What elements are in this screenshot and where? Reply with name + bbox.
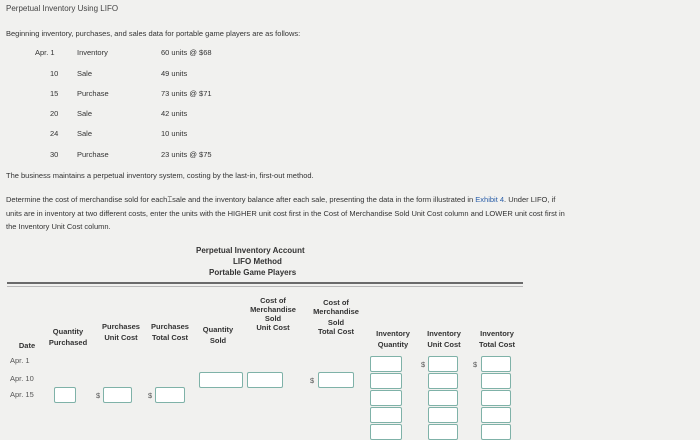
dollar-sign: $ — [421, 360, 426, 369]
transaction-day: 15 — [50, 89, 59, 98]
dollar-sign: $ — [148, 391, 153, 400]
intro-text: Beginning inventory, purchases, and sales data for portable game players are as follows: — [6, 29, 301, 38]
inventory-quantity-input[interactable] — [370, 390, 402, 406]
transaction-month: Apr. 1 — [35, 48, 55, 57]
col-label: Sold — [209, 336, 227, 345]
inventory-quantity-input[interactable] — [370, 373, 402, 389]
apr15-purchases-total-cost-input[interactable] — [155, 387, 185, 403]
apr15-quantity-purchased-input[interactable] — [54, 387, 76, 403]
col-inventory-total-cost — [470, 329, 524, 349]
dollar-sign: $ — [473, 360, 478, 369]
col-quantity-purchased — [42, 327, 94, 347]
col-label: Quantity — [377, 340, 409, 349]
col-label: Purchases — [102, 322, 140, 331]
col-label: Inventory — [427, 329, 461, 338]
col-label: Purchased — [48, 338, 88, 347]
col-date: Date — [18, 341, 36, 350]
col-cms-unit-cost — [243, 296, 303, 332]
inventory-total-cost-input[interactable] — [481, 356, 511, 372]
col-label: Inventory — [376, 329, 410, 338]
inventory-unit-cost-input[interactable] — [428, 390, 458, 406]
account-method: LIFO Method — [233, 257, 282, 266]
col-label: Merchandise — [250, 305, 296, 314]
dollar-sign: $ — [310, 376, 315, 385]
transaction-detail: 60 units @ $68 — [161, 48, 212, 57]
instructions-line-2: units are in inventory at two different costs, enter the units with the HIGHER unit cost first in the Cost of Merchandise Sold Unit Cost column and LOWER unit cost first in — [6, 209, 565, 218]
text-cursor-icon: ⌶ — [167, 195, 173, 204]
col-label: Unit Cost — [256, 323, 290, 332]
col-quantity-sold — [194, 325, 242, 345]
instructions-line-3: the Inventory Unit Cost column. — [6, 222, 111, 231]
col-purchases-total-cost — [144, 322, 196, 342]
col-inventory-quantity — [368, 329, 418, 349]
transaction-day: 30 — [50, 150, 59, 159]
transaction-day: 24 — [50, 129, 59, 138]
apr10-cms-total-cost-input[interactable] — [318, 372, 354, 388]
col-label: Quantity — [202, 325, 234, 334]
row-label-apr-10: Apr. 10 — [10, 374, 34, 383]
table-top-rule — [7, 282, 523, 284]
transaction-type: Inventory — [77, 48, 108, 57]
table-top-rule-thin — [7, 286, 523, 287]
instructions-line-1 — [6, 195, 555, 205]
col-label: Quantity — [52, 327, 84, 336]
col-cms-total-cost — [304, 298, 368, 336]
col-label: Cost of — [260, 296, 286, 305]
row-label-apr-15: Apr. 15 — [10, 390, 34, 399]
inventory-quantity-input[interactable] — [370, 424, 402, 440]
apr15-purchases-unit-cost-input[interactable] — [103, 387, 132, 403]
transaction-detail: 42 units — [161, 109, 188, 118]
row-label-apr-1: Apr. 1 — [10, 356, 30, 365]
page-title: Perpetual Inventory Using LIFO — [6, 4, 119, 13]
col-label: Purchases — [151, 322, 189, 331]
instructions-text: Determine the cost of merchandise sold for each — [6, 195, 168, 204]
account-title: Perpetual Inventory Account — [196, 246, 305, 255]
col-label: Sold — [264, 314, 282, 323]
method-text: The business maintains a perpetual inventory system, costing by the last-in, first-out method. — [6, 171, 314, 180]
col-label: Merchandise — [313, 307, 359, 316]
col-label: Sold — [327, 318, 345, 327]
instructions-text: . Under LIFO, if — [504, 195, 556, 204]
inventory-unit-cost-input[interactable] — [428, 424, 458, 440]
transaction-detail: 10 units — [161, 129, 188, 138]
dollar-sign: $ — [96, 391, 101, 400]
col-purchases-unit-cost — [94, 322, 148, 342]
inventory-total-cost-input[interactable] — [481, 424, 511, 440]
transaction-type: Sale — [77, 69, 93, 78]
transaction-detail: 23 units @ $75 — [161, 150, 212, 159]
inventory-total-cost-input[interactable] — [481, 390, 511, 406]
transaction-day: 20 — [50, 109, 59, 118]
col-label: Unit Cost — [427, 340, 461, 349]
col-label: Total Cost — [478, 340, 516, 349]
col-label: Total Cost — [317, 327, 355, 336]
col-inventory-unit-cost — [418, 329, 470, 349]
col-label: Cost of — [323, 298, 349, 307]
inventory-quantity-input[interactable] — [370, 407, 402, 423]
transaction-type: Purchase — [77, 150, 109, 159]
apr10-cms-unit-cost-input[interactable] — [247, 372, 283, 388]
transaction-detail: 49 units — [161, 69, 188, 78]
inventory-unit-cost-input[interactable] — [428, 373, 458, 389]
inventory-unit-cost-input[interactable] — [428, 407, 458, 423]
instructions-text: sale and the inventory balance after each sale, presenting the data in the form illustrated in — [172, 195, 476, 204]
account-item: Portable Game Players — [209, 268, 297, 277]
transaction-type: Sale — [77, 109, 93, 118]
inventory-unit-cost-input[interactable] — [428, 356, 458, 372]
transaction-type: Sale — [77, 129, 93, 138]
inventory-total-cost-input[interactable] — [481, 373, 511, 389]
col-label: Unit Cost — [104, 333, 138, 342]
transaction-type: Purchase — [77, 89, 109, 98]
inventory-total-cost-input[interactable] — [481, 407, 511, 423]
apr10-quantity-sold-input[interactable] — [199, 372, 243, 388]
exhibit-link[interactable]: Exhibit 4 — [475, 195, 505, 204]
inventory-quantity-input[interactable] — [370, 356, 402, 372]
col-label: Total Cost — [151, 333, 189, 342]
col-label: Inventory — [480, 329, 514, 338]
transaction-day: 10 — [50, 69, 59, 78]
transaction-detail: 73 units @ $71 — [161, 89, 212, 98]
